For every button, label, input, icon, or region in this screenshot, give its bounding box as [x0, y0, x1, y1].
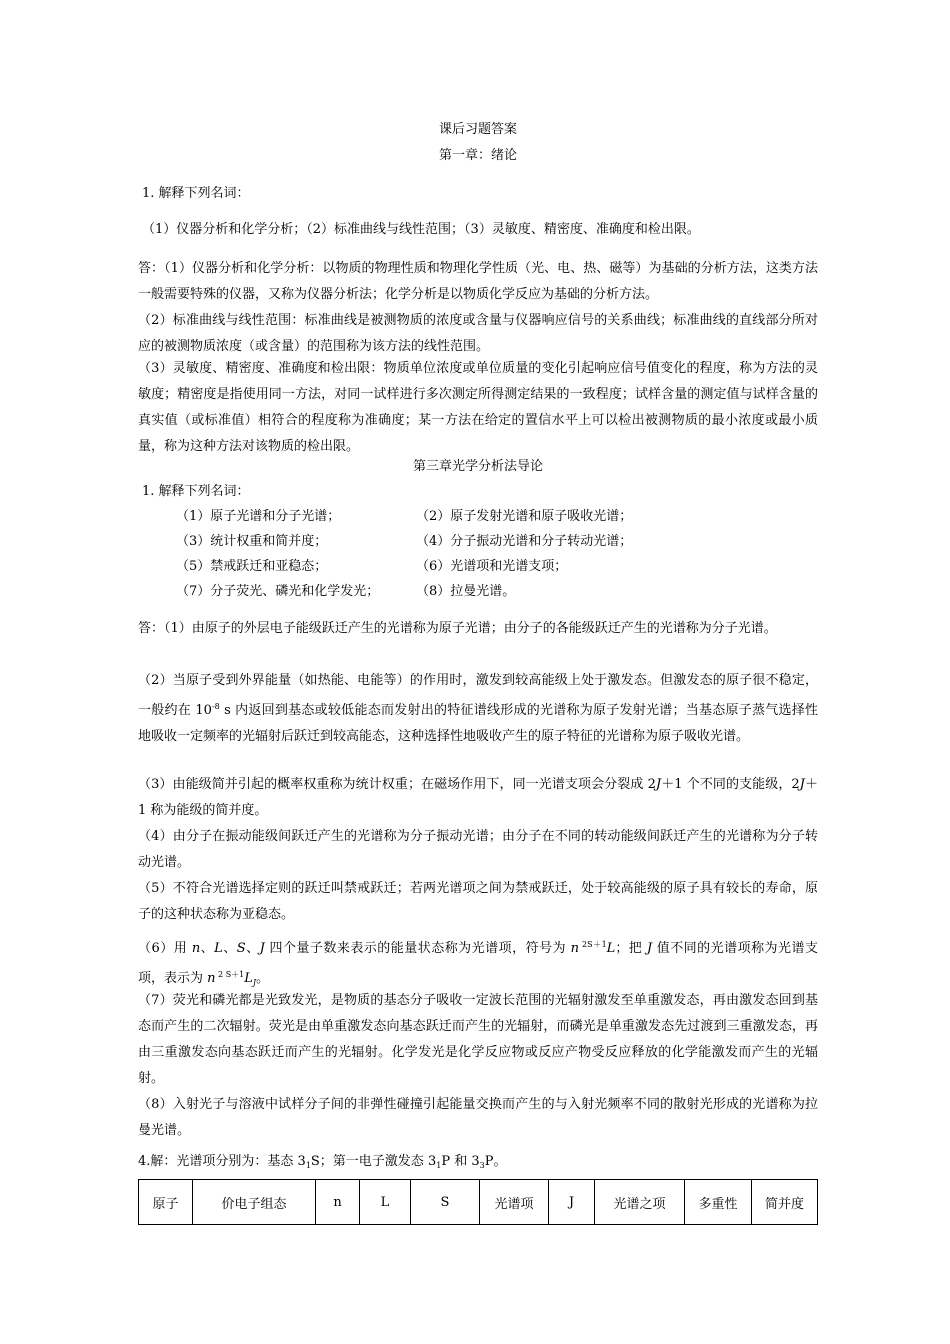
table-header-cell: 简并度	[752, 1180, 818, 1225]
chapter1-answer-2: （2）标准曲线与线性范围：标准曲线是被测物质的浓度或含量与仪器响应信号的关系曲线；标准曲线的直线部分所对应的被测物质浓度（或含量）的范围称为该方法的线性范围。	[138, 313, 818, 354]
document-title: 课后习题答案	[438, 122, 517, 137]
term-7: （7）分子荧光、磷光和化学发光；	[176, 584, 380, 599]
term-8: （8）拉曼光谱。	[416, 584, 516, 599]
chapter1-answer-1: 答：（1）仪器分析和化学分析：以物质的物理性质和物理化学性质（光、电、热、磁等）为基础的分析方法，这类方法一般需要特殊的仪器，又称为仪器分析法；化学分析是以物质化学反应为基础的分析方法。	[138, 261, 818, 302]
table-header-cell: J	[549, 1180, 595, 1225]
chapter3-answer-6: （6）用 n、L、S、J 四个量子数来表示的能量状态称为光谱项，符号为 n $^{2S+1}$L；把 J 值不同的光谱项称为光谱支项，表示为 n $^{2 S+1}L_J$。	[138, 940, 818, 987]
chapter3-answer-5: （5）不符合光谱选择定则的跃迁叫禁戒跃迁；若两光谱项之间为禁戒跃迁，处于较高能级的原子具有较长的寿命，原子的这种状态称为亚稳态。	[138, 881, 818, 922]
term-5: （5）禁戒跃迁和亚稳态；	[176, 559, 328, 574]
table-header-cell: L	[360, 1180, 411, 1225]
table-header-cell: 光谱项	[480, 1180, 549, 1225]
table-header-cell: 多重性	[685, 1180, 752, 1225]
term-4: （4）分子振动光谱和分子转动光谱；	[416, 534, 633, 549]
chapter3-heading: 第三章光学分析法导论	[412, 459, 543, 474]
chapter1-terms: （1）仪器分析和化学分析；（2）标准曲线与线性范围；（3）灵敏度、精密度、准确度和检出限。	[142, 222, 700, 237]
chapter3-answer-1: 答：（1）由原子的外层电子能级跃迁产生的光谱称为原子光谱；由分子的各能级跃迁产生的光谱称为分子光谱。	[138, 621, 777, 636]
chapter3-question-1: 1. 解释下列名词：	[142, 484, 250, 499]
chapter3-answer-3: （3）由能级简并引起的概率权重称为统计权重；在磁场作用下，同一光谱支项会分裂成 2J＋1 个不同的支能级，2J＋1 称为能级的简并度。	[138, 777, 818, 818]
table-header-row	[139, 1180, 818, 1225]
chapter1-question-1: 1. 解释下列名词：	[142, 186, 250, 201]
term-6: （6）光谱项和光谱支项；	[416, 559, 568, 574]
spectral-term-table	[138, 1179, 818, 1225]
table-header-cell: S	[411, 1180, 480, 1225]
chapter3-answer-8: （8）入射光子与溶液中试样分子间的非弹性碰撞引起能量交换而产生的与入射光频率不同的散射光形成的光谱称为拉曼光谱。	[138, 1097, 818, 1138]
chapter3-answer-2: （2）当原子受到外界能量（如热能、电能等）的作用时，激发到较高能级上处于激发态。但激发态的原子很不稳定，一般约在 $10^{-8}$ s 内返回到基态或较低能态而发射出的特征谱线形成的光谱称为原子发射光谱；当基态原子蒸气选择性地吸收一定频率的光辐射后跃迁到较高能态，这种选择性地吸收产生的原子特征的光谱称为原子吸收光谱。	[138, 673, 818, 744]
table-header-cell: 价电子组态	[193, 1180, 316, 1225]
chapter3-answer-7: （7）荧光和磷光都是光致发光，是物质的基态分子吸收一定波长范围的光辐射激发至单重激发态，再由激发态回到基态而产生的二次辐射。荧光是由单重激发态向基态跃迁而产生的光辐射，而磷光是单重激发态先过渡到三重激发态，再由三重激发态向基态跃迁而产生的光辐射。化学发光是化学反应物或反应产物受反应释放的化学能激发而产生的光辐射。	[138, 993, 818, 1086]
term-1: （1）原子光谱和分子光谱；	[176, 509, 341, 524]
table-header-cell: 光谱之项	[595, 1180, 685, 1225]
chapter3-answer-4: （4）由分子在振动能级间跃迁产生的光谱称为分子振动光谱；由分子在不同的转动能级间跃迁产生的光谱称为分子转动光谱。	[138, 829, 818, 870]
table-header-cell: n	[316, 1180, 360, 1225]
table-header-cell: 原子	[139, 1180, 193, 1225]
term-2: （2）原子发射光谱和原子吸收光谱；	[416, 509, 633, 524]
question-4-answer: 4.解：光谱项分别为：基态 $3_1S$；第一电子激发态 $3_1P$ 和 $3_3P$。	[138, 1154, 507, 1170]
term-3: （3）统计权重和简并度；	[176, 534, 328, 549]
chapter1-heading: 第一章：绪论	[438, 148, 517, 163]
chapter1-answer-3: （3）灵敏度、精密度、准确度和检出限：物质单位浓度或单位质量的变化引起响应信号值变化的程度，称为方法的灵敏度；精密度是指使用同一方法，对同一试样进行多次测定所得测定结果的一致程度；试样含量的测定值与试样含量的真实值（或标准值）相符合的程度称为准确度；某一方法在给定的置信水平上可以检出被测物质的最小浓度或最小质量，称为这种方法对该物质的检出限。	[138, 361, 818, 454]
